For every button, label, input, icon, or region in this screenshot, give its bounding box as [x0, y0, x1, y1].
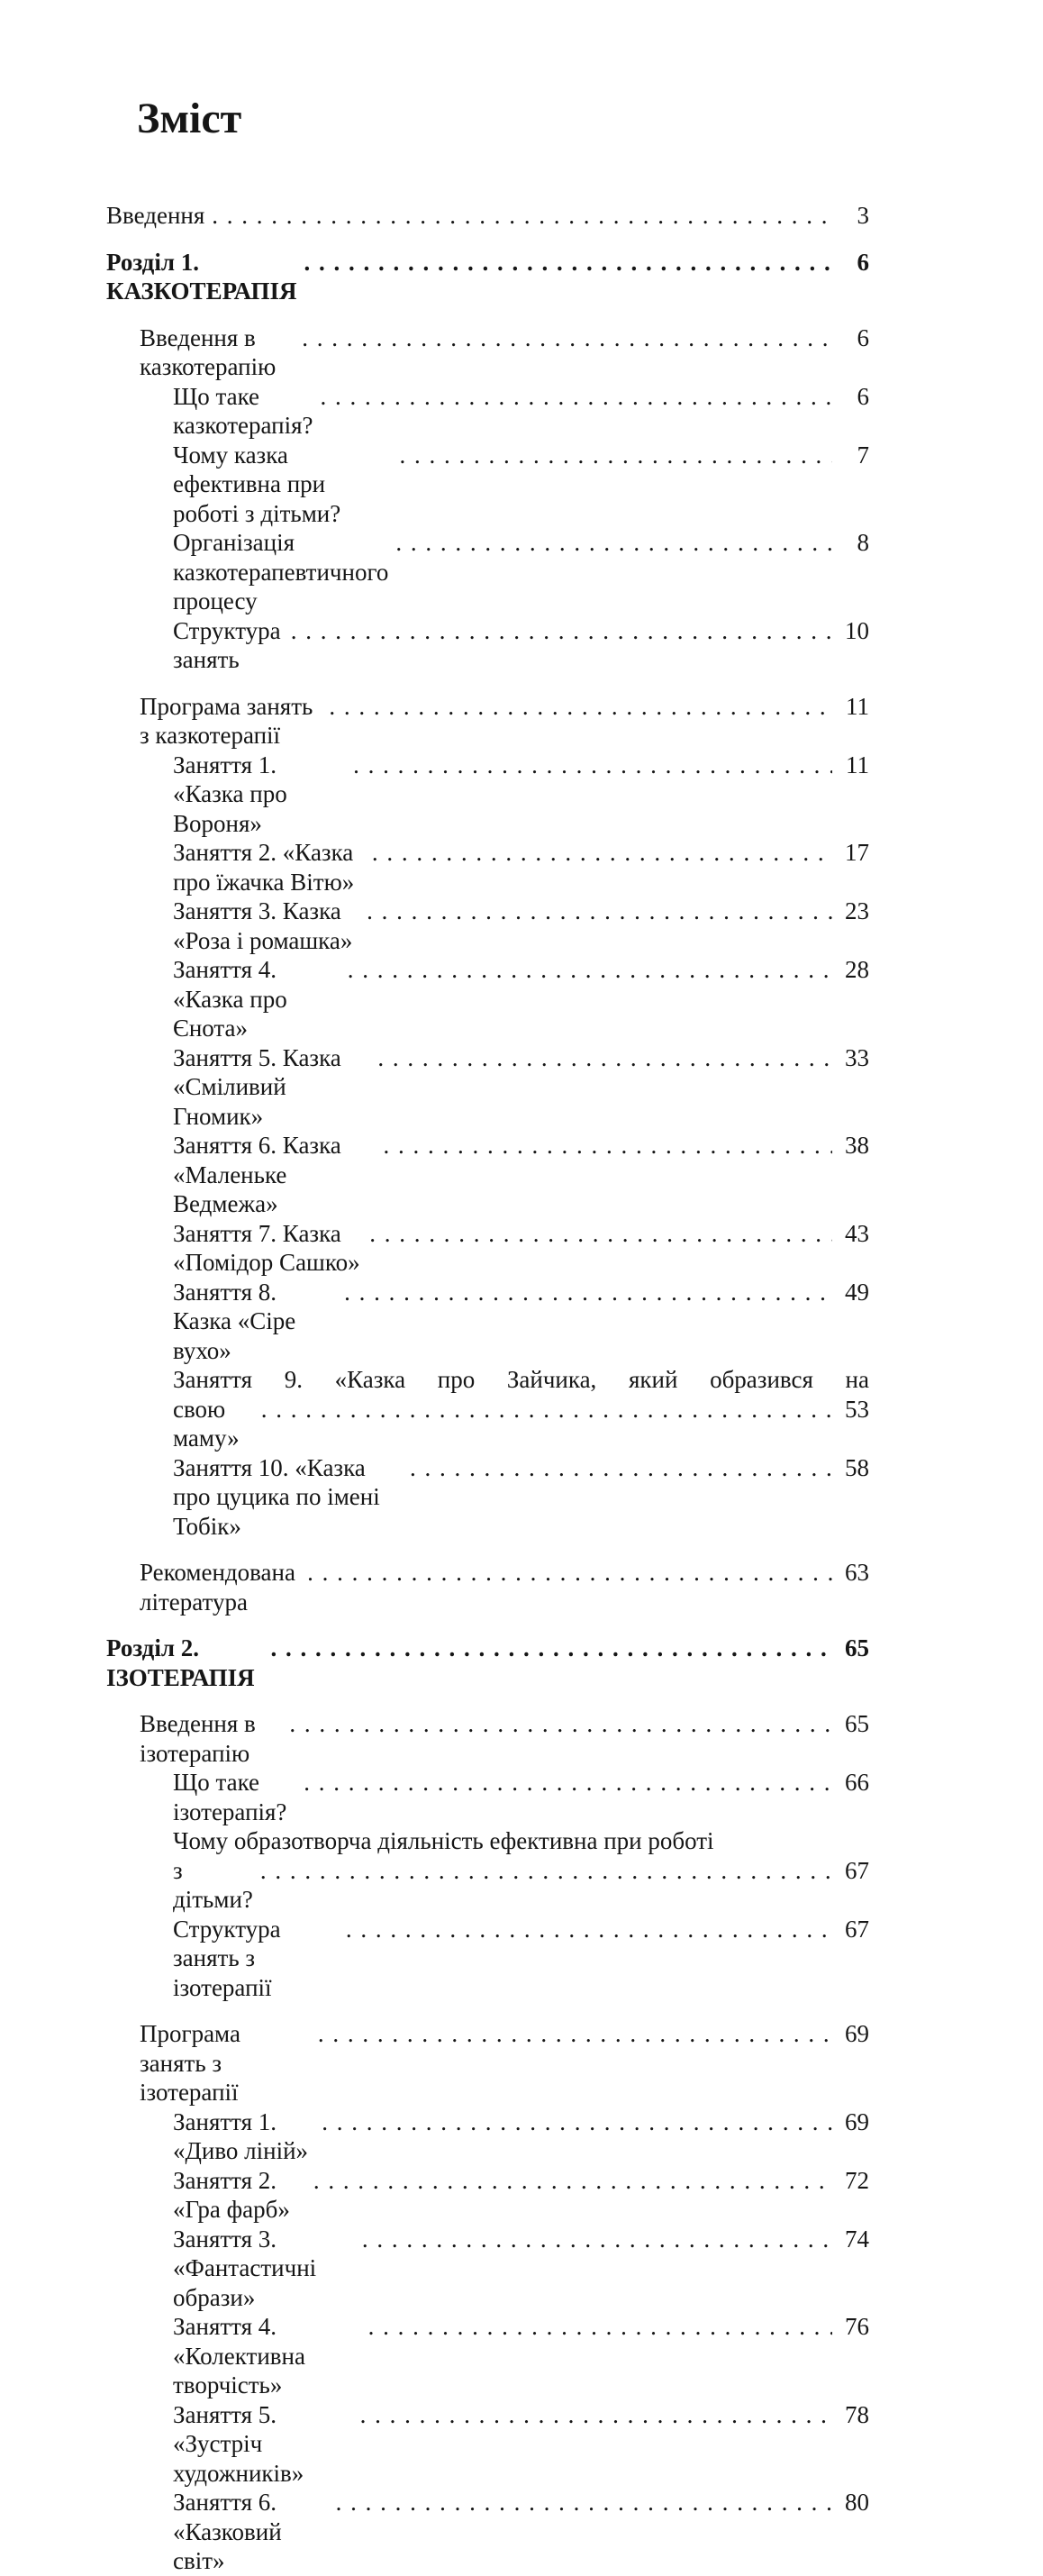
toc-entry-page: 66 [845, 1769, 869, 1797]
dot-leader [271, 1634, 832, 1663]
dot-leader [344, 1278, 832, 1307]
toc-entry [106, 751, 869, 839]
toc-entry [106, 382, 869, 441]
toc-entry [106, 1453, 869, 1542]
dot-leader [313, 2166, 832, 2196]
toc-entry [106, 441, 869, 529]
toc-entry-label: Заняття 1. «Казка про Вороня» [173, 751, 287, 837]
toc-entry [106, 838, 869, 897]
toc-entry-page: 74 [845, 2225, 869, 2253]
toc-entry-label: Заняття 3. Казка «Роза і ромашка» [173, 897, 353, 954]
dot-leader [395, 528, 832, 558]
toc-entry-label: Структура занять [173, 616, 281, 674]
toc-entry-label: Організація казкотерапевтичного процесу [173, 529, 389, 615]
toc-entry-page: 43 [845, 1219, 869, 1247]
toc-entry-label: Заняття 1. «Диво ліній» [173, 2107, 309, 2165]
toc-entry [106, 692, 869, 751]
toc-entry-label: Заняття 5. «Зустріч художників» [173, 2400, 304, 2487]
toc-entry-label: Заняття 6. «Казковий світ» [173, 2489, 282, 2575]
dot-leader [362, 2225, 832, 2254]
toc-entry [106, 323, 869, 382]
toc-entry-label: Заняття 5. Казка «Сміливий Гномик» [173, 1043, 341, 1130]
toc-entry-label: свою маму» [173, 1395, 240, 1452]
dot-leader [368, 2312, 832, 2342]
toc-entry [106, 201, 869, 231]
toc-entry [106, 1709, 869, 1768]
toc-entry-label: Заняття 4. «Казка про Єнота» [173, 956, 287, 1042]
toc-entry-page: 7 [857, 441, 869, 469]
toc-entry [106, 1826, 869, 1856]
toc-entry-page: 49 [845, 1278, 869, 1306]
toc-entry-page: 38 [845, 1132, 869, 1160]
toc-entry-page: 72 [845, 2166, 869, 2194]
toc-entry [106, 1768, 869, 1826]
toc-entry-page: 10 [845, 616, 869, 644]
dot-leader [212, 201, 832, 231]
toc-entry [106, 1558, 869, 1616]
toc-entry-page: 6 [857, 248, 869, 276]
toc-entry [106, 2312, 869, 2400]
toc-entry-label: Заняття 9. «Казка про Зайчика, який образився на [173, 1366, 869, 1394]
toc-entry [106, 1856, 869, 1915]
toc-entry-page: 69 [845, 2020, 869, 2048]
dot-leader [377, 1043, 832, 1073]
dot-leader [304, 248, 832, 278]
toc-entry-page: 69 [845, 2107, 869, 2135]
toc-entry-page: 78 [845, 2400, 869, 2428]
toc-entry-label: Заняття 4. «Колективна творчість» [173, 2313, 305, 2399]
toc-entry-label: Програма занять з ізотерапії [140, 2020, 240, 2107]
toc-entry-label: Структура занять з ізотерапії [173, 1915, 281, 2001]
toc-entry [106, 2107, 869, 2166]
toc-entry-page: 67 [845, 1915, 869, 1943]
dot-leader [322, 2107, 832, 2137]
dot-leader [261, 1395, 832, 1425]
toc-entry-page: 65 [845, 1634, 869, 1662]
toc-entry-label: Що таке казкотерапія? [173, 382, 313, 440]
dot-leader [260, 1856, 832, 1886]
toc-entry-label: Заняття 6. Казка «Маленьке Ведмежа» [173, 1132, 341, 1218]
toc-entry-label: Введення [106, 202, 205, 230]
toc-entry-page: 65 [845, 1710, 869, 1738]
toc-entry-page: 33 [845, 1043, 869, 1071]
toc-entry-page: 23 [845, 897, 869, 925]
dot-leader [321, 382, 832, 412]
toc-entry [106, 616, 869, 675]
toc-entry-label: Рекомендована література [140, 1559, 295, 1616]
toc-entry [106, 1278, 869, 1366]
toc-entry [106, 248, 869, 306]
toc-entry-page: 28 [845, 956, 869, 984]
dot-leader [329, 692, 832, 722]
toc-entry-label: Заняття 10. «Казка про цуцика по імені Тобік» [173, 1453, 380, 1540]
toc-entry-label: Чому казка ефективна при роботі з дітьми? [173, 441, 341, 527]
toc-entry [106, 2225, 869, 2313]
dot-leader [348, 955, 832, 985]
dot-leader [304, 1768, 832, 1798]
toc-entry-page: 8 [857, 529, 869, 557]
toc-entry [106, 1043, 869, 1132]
toc-entry-label: Заняття 2. «Гра фарб» [173, 2166, 290, 2224]
dot-leader [410, 1453, 832, 1483]
toc-entry-page: 80 [845, 2489, 869, 2517]
dot-leader [302, 323, 832, 353]
toc-entry [106, 1219, 869, 1278]
toc-entry-page: 17 [845, 839, 869, 867]
toc-entry-label: з дітьми? [173, 1856, 253, 1914]
toc-entry [106, 955, 869, 1043]
toc-entry [106, 1131, 869, 1219]
toc-entry-page: 76 [845, 2313, 869, 2341]
toc-entry [106, 1634, 869, 1692]
toc-entry-page: 63 [845, 1559, 869, 1587]
toc-entry [106, 1365, 869, 1395]
toc-entry-page: 11 [846, 751, 869, 778]
toc-entry-label: Програма занять з казкотерапії [140, 692, 313, 750]
toc-entry [106, 2400, 869, 2489]
toc-entry-label: Введення в ізотерапію [140, 1710, 256, 1767]
dot-leader [336, 2488, 832, 2517]
dot-leader [291, 616, 832, 646]
toc-entry-page: 6 [857, 323, 869, 351]
toc-entry-page: 58 [845, 1453, 869, 1481]
dot-leader [289, 1709, 832, 1739]
toc-entry-page: 11 [846, 692, 869, 720]
dot-leader [307, 1558, 832, 1588]
toc-entry [106, 528, 869, 616]
toc-entry-label: Заняття 2. «Казка про їжачка Вітю» [173, 839, 355, 896]
toc-entry [106, 2166, 869, 2225]
toc-entry-label: Заняття 3. «Фантастичні образи» [173, 2225, 317, 2311]
toc-entry-page: 53 [845, 1395, 869, 1423]
toc-entries [106, 201, 869, 2576]
toc-entry-label: Що таке ізотерапія? [173, 1769, 287, 1825]
toc-entry [106, 1395, 869, 1453]
dot-leader [346, 1915, 832, 1944]
dot-leader [369, 1219, 832, 1249]
toc-entry-label: Розділ 1. КАЗКОТЕРАПІЯ [106, 248, 297, 305]
toc-entry-label: Чому образотворча діяльність ефективна при роботі [173, 1827, 714, 1855]
toc-entry-page: 6 [857, 382, 869, 410]
toc-entry-page: 67 [845, 1856, 869, 1884]
dot-leader [383, 1131, 832, 1161]
toc-entry-label: Заняття 7. Казка «Помідор Сашко» [173, 1219, 360, 1277]
page-title: Зміст [137, 95, 242, 142]
dot-leader [353, 751, 832, 780]
toc-entry-page: 3 [857, 202, 869, 230]
dot-leader [367, 897, 832, 926]
toc-entry [106, 897, 869, 955]
dot-leader [360, 2400, 832, 2430]
toc-entry [106, 2488, 869, 2576]
toc-entry [106, 2019, 869, 2107]
toc-entry [106, 1915, 869, 2003]
dot-leader [372, 838, 832, 868]
dot-leader [318, 2019, 832, 2049]
toc-entry-label: Заняття 8. Казка «Сіре вухо» [173, 1278, 296, 1364]
toc-entry-label: Розділ 2. ІЗОТЕРАПІЯ [106, 1634, 255, 1691]
dot-leader [400, 441, 832, 470]
toc-entry-label: Введення в казкотерапію [140, 323, 277, 381]
